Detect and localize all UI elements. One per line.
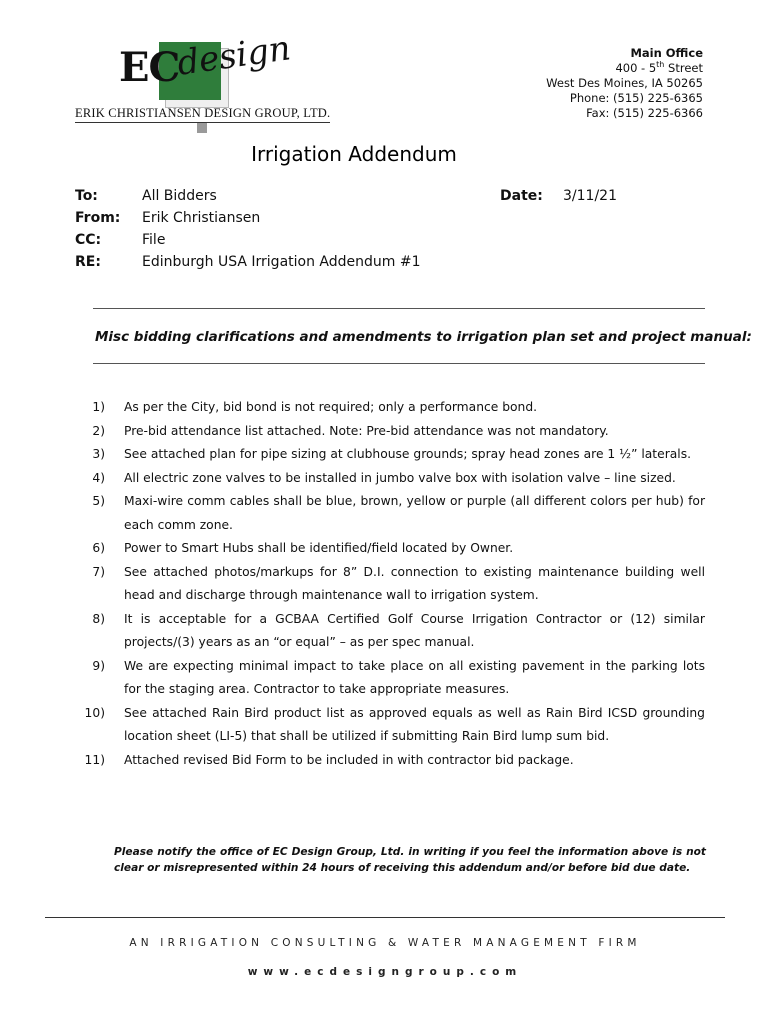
to-label: To: [75, 188, 98, 204]
addendum-items [75, 396, 705, 772]
list-item-number: 4) [92, 470, 105, 485]
list-item-text: All electric zone valves to be installed in jumbo valve box with isolation valve – line sized. [124, 470, 676, 485]
logo-ec-mark: EC [119, 44, 180, 91]
cc-label: CC: [75, 232, 102, 248]
list-item [75, 396, 705, 420]
office-city: West Des Moines, IA 50265 [546, 76, 703, 90]
logo-script-mark: design [174, 28, 294, 84]
list-item [75, 420, 705, 444]
office-street-suffix: th [656, 60, 665, 70]
list-item-text: See attached Rain Bird product list as approved equals as well as Rain Bird ICSD grounding location sheet (LI-5) that shall be utilized if submitting Rain Bird lump sum bid. [124, 705, 705, 743]
list-item [75, 467, 705, 491]
list-item [75, 490, 705, 537]
to-value: All Bidders [142, 188, 217, 204]
logo-square-icon [197, 123, 207, 133]
office-title: Main Office [630, 46, 703, 60]
top-divider [93, 308, 705, 309]
list-item-text: Pre-bid attendance list attached. Note: Pre-bid attendance was not mandatory. [124, 423, 609, 438]
list-item-text: As per the City, bid bond is not required; only a performance bond. [124, 400, 538, 414]
list-item-number: 3) [92, 447, 105, 461]
list-item-number: 9) [92, 658, 105, 673]
footer-divider [45, 917, 725, 918]
document-title: Irrigation Addendum [251, 142, 457, 166]
footer-tagline: AN IRRIGATION CONSULTING & WATER MANAGEMENT FIRM [129, 937, 641, 949]
re-value: Edinburgh USA Irrigation Addendum #1 [142, 254, 421, 270]
list-item [75, 537, 705, 561]
list-item [75, 443, 705, 467]
logo-firm-name: ERIK CHRISTIANSEN DESIGN GROUP, LTD. [75, 106, 331, 120]
list-item [75, 561, 705, 608]
list-item-number: 8) [92, 611, 105, 626]
list-item-number: 2) [92, 423, 105, 438]
office-address [546, 46, 703, 121]
cc-value: File [142, 232, 166, 248]
list-item-number: 7) [92, 564, 105, 579]
footer-website: www.ecdesigngroup.com [247, 966, 523, 978]
list-item-number: 11) [84, 752, 105, 767]
list-item-number: 5) [92, 494, 105, 508]
list-item-text: See attached photos/markups for 8” D.I. connection to existing maintenance building well head and discharge through maintenance wall to irrigation system. [124, 564, 705, 602]
list-item-number: 1) [92, 400, 105, 414]
re-label: RE: [75, 254, 101, 270]
list-item-text: Power to Smart Hubs shall be identified/field located by Owner. [124, 541, 514, 555]
office-phone: Phone: (515) 225-6365 [569, 91, 703, 105]
list-item-text: It is acceptable for a GCBAA Certified Golf Course Irrigation Contractor or (12) similar projects/(3) years as an “or equal” – as per spec manual. [124, 611, 705, 649]
office-street-name: Street [664, 61, 703, 75]
list-item-text: See attached plan for pipe sizing at clubhouse grounds; spray head zones are 1 ½” laterals. [124, 447, 692, 461]
office-fax: Fax: (515) 225-6366 [586, 106, 703, 120]
date-label: Date: [500, 188, 543, 204]
office-street [546, 61, 703, 76]
list-item-text: Maxi-wire comm cables shall be blue, brown, yellow or purple (all different colors per hub) for each comm zone. [124, 494, 705, 532]
company-logo [75, 28, 335, 134]
subject-line: Misc bidding clarifications and amendments to irrigation plan set and project manual: [95, 329, 752, 345]
list-item [75, 655, 705, 702]
subject-divider [93, 363, 705, 364]
list-item-text: Attached revised Bid Form to be included in with contractor bid package. [124, 752, 574, 767]
notice-text: Please notify the office of EC Design Group, Ltd. in writing if you feel the information above is not clear or misrepresented within 24 hours of receiving this addendum and/or before bid due date. [114, 846, 706, 874]
office-street-number: 400 - 5 [615, 61, 657, 75]
list-item [75, 608, 705, 655]
list-item [75, 702, 705, 749]
from-label: From: [75, 210, 121, 226]
list-item-number: 6) [92, 541, 105, 555]
list-item-number: 10) [84, 705, 105, 720]
list-item-text: We are expecting minimal impact to take place on all existing pavement in the parking lots for the staging area. Contractor to take appropriate measures. [124, 658, 705, 696]
list-item [75, 749, 705, 773]
date-value: 3/11/21 [563, 188, 617, 204]
from-value: Erik Christiansen [142, 210, 261, 226]
